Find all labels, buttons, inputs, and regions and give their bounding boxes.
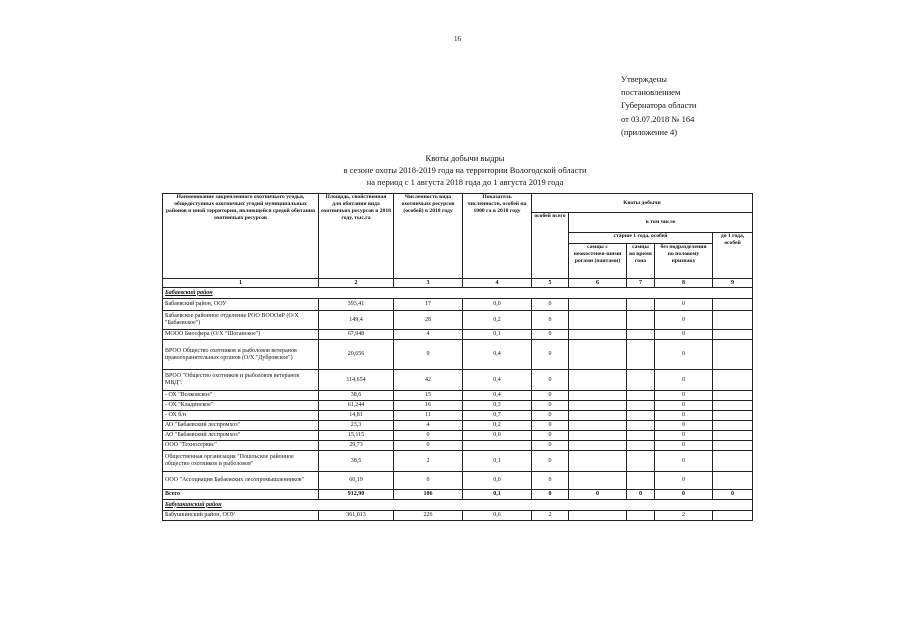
row-total: 0 bbox=[532, 411, 569, 421]
total-c6: 0 bbox=[569, 490, 627, 500]
row-total: 0 bbox=[532, 370, 569, 391]
row-c9 bbox=[713, 511, 753, 521]
table-row bbox=[163, 299, 753, 311]
row-area: 23,3 bbox=[319, 421, 394, 431]
row-c9 bbox=[713, 340, 753, 370]
row-count: 9 bbox=[394, 340, 463, 370]
column-number: 8 bbox=[655, 279, 713, 288]
row-c6 bbox=[569, 370, 627, 391]
total-row bbox=[163, 490, 753, 500]
total-area: 912,90 bbox=[319, 490, 394, 500]
row-c7 bbox=[627, 311, 655, 330]
row-count: 0 bbox=[394, 472, 463, 490]
row-count: 2 bbox=[394, 451, 463, 472]
table-row bbox=[163, 340, 753, 370]
header-under: до 1 года, особей bbox=[713, 233, 753, 279]
row-c7 bbox=[627, 431, 655, 441]
header-including: в том числе bbox=[569, 213, 753, 233]
total-c7: 0 bbox=[627, 490, 655, 500]
row-c8: 2 bbox=[655, 511, 713, 521]
row-name: Бабаевский район, ООУ bbox=[163, 299, 319, 311]
row-c7 bbox=[627, 299, 655, 311]
row-c9 bbox=[713, 421, 753, 431]
total-c9: 0 bbox=[713, 490, 753, 500]
total-count: 106 bbox=[394, 490, 463, 500]
row-name: Бабаевское районное отделение РОО ВОООиР (О/Х "Бабаевское") bbox=[163, 311, 319, 330]
page-number: 16 bbox=[454, 35, 461, 43]
row-c9 bbox=[713, 330, 753, 340]
total-c8: 0 bbox=[655, 490, 713, 500]
row-c9 bbox=[713, 431, 753, 441]
row-c8: 0 bbox=[655, 340, 713, 370]
column-number: 3 bbox=[394, 279, 463, 288]
row-c7 bbox=[627, 340, 655, 370]
row-c8: 0 bbox=[655, 299, 713, 311]
row-count: 0 bbox=[394, 431, 463, 441]
row-c7 bbox=[627, 511, 655, 521]
section-title: Бабаевский район bbox=[163, 288, 753, 299]
header-area-size: Площадь, свойственная для обитания вида охотничьих ресурсов в 2018 году, тыс.га bbox=[319, 194, 394, 279]
row-c7 bbox=[627, 330, 655, 340]
table-row bbox=[163, 421, 753, 431]
column-number: 9 bbox=[713, 279, 753, 288]
row-c6 bbox=[569, 391, 627, 401]
row-c9 bbox=[713, 411, 753, 421]
row-name: - ОХ "Волковское" bbox=[163, 391, 319, 401]
approval-line: Губернатора области bbox=[621, 100, 697, 111]
row-count: 4 bbox=[394, 330, 463, 340]
header-older: старше 1 года, особей bbox=[569, 233, 713, 244]
table-row bbox=[163, 401, 753, 411]
row-c8: 0 bbox=[655, 391, 713, 401]
row-total: 0 bbox=[532, 299, 569, 311]
table-row bbox=[163, 311, 753, 330]
row-area: 14,81 bbox=[319, 411, 394, 421]
row-c6 bbox=[569, 472, 627, 490]
row-total: 0 bbox=[532, 472, 569, 490]
row-area: 38,5 bbox=[319, 451, 394, 472]
table-row bbox=[163, 391, 753, 401]
row-area: 15,115 bbox=[319, 431, 394, 441]
row-c6 bbox=[569, 299, 627, 311]
header-males-rut: самцы во время гона bbox=[627, 244, 655, 279]
title-line: в сезоне охоты 2018-2019 года на территории Вологодской области bbox=[343, 165, 587, 175]
row-area: 60,19 bbox=[319, 472, 394, 490]
row-count: 4 bbox=[394, 421, 463, 431]
row-c8: 0 bbox=[655, 421, 713, 431]
row-c6 bbox=[569, 421, 627, 431]
row-c8: 0 bbox=[655, 401, 713, 411]
table-row bbox=[163, 370, 753, 391]
section1-rows bbox=[163, 299, 753, 490]
row-total: 0 bbox=[532, 401, 569, 411]
row-count: 11 bbox=[394, 411, 463, 421]
row-name: - ОХ б/н bbox=[163, 411, 319, 421]
row-c8: 0 bbox=[655, 330, 713, 340]
row-c6 bbox=[569, 311, 627, 330]
row-c7 bbox=[627, 441, 655, 451]
row-c7 bbox=[627, 421, 655, 431]
table-row bbox=[163, 330, 753, 340]
table-row bbox=[163, 411, 753, 421]
row-area: 393,41 bbox=[319, 299, 394, 311]
section-title: Бабушкинский район bbox=[163, 500, 753, 511]
row-c9 bbox=[713, 311, 753, 330]
row-c8: 0 bbox=[655, 472, 713, 490]
approval-line: Утверждены bbox=[621, 74, 667, 84]
row-density bbox=[463, 441, 532, 451]
row-c6 bbox=[569, 401, 627, 411]
row-c8: 0 bbox=[655, 441, 713, 451]
row-total: 0 bbox=[532, 451, 569, 472]
row-c7 bbox=[627, 451, 655, 472]
row-total: 0 bbox=[532, 421, 569, 431]
row-c6 bbox=[569, 441, 627, 451]
row-total: 0 bbox=[532, 340, 569, 370]
row-density: 0,0 bbox=[463, 299, 532, 311]
row-density: 0,2 bbox=[463, 311, 532, 330]
column-numbers-row bbox=[163, 279, 753, 288]
table-row bbox=[163, 472, 753, 490]
row-total: 0 bbox=[532, 431, 569, 441]
row-count: 0 bbox=[394, 441, 463, 451]
total-density: 0,1 bbox=[463, 490, 532, 500]
column-number: 4 bbox=[463, 279, 532, 288]
total-quota: 0 bbox=[532, 490, 569, 500]
column-number: 5 bbox=[532, 279, 569, 288]
column-number: 7 bbox=[627, 279, 655, 288]
row-density: 0,0 bbox=[463, 472, 532, 490]
row-name: ООО "Ассоциация Бабаевских лесопромышленников" bbox=[163, 472, 319, 490]
header-no-sex: без подразделения по половому признаку bbox=[655, 244, 713, 279]
row-c9 bbox=[713, 472, 753, 490]
row-c7 bbox=[627, 391, 655, 401]
row-c6 bbox=[569, 511, 627, 521]
row-name: МООО Биосфера (О/Х "Шоганское") bbox=[163, 330, 319, 340]
table-row bbox=[163, 511, 753, 521]
row-name: ВРОО "Общество охотников и рыболовов ветеранов МВД": bbox=[163, 370, 319, 391]
row-total: 0 bbox=[532, 441, 569, 451]
row-area: 114,654 bbox=[319, 370, 394, 391]
row-c6 bbox=[569, 411, 627, 421]
column-number: 6 bbox=[569, 279, 627, 288]
row-density: 0,4 bbox=[463, 340, 532, 370]
header-density: Показатель численности, особей на 1000 га в 2018 году bbox=[463, 194, 532, 279]
section-row bbox=[163, 288, 753, 299]
row-area: 61,244 bbox=[319, 401, 394, 411]
section2-rows bbox=[163, 511, 753, 521]
document-title bbox=[300, 152, 630, 188]
row-c9 bbox=[713, 451, 753, 472]
row-density: 0,4 bbox=[463, 391, 532, 401]
row-c8: 0 bbox=[655, 311, 713, 330]
row-name: АО "Бабаевский леспромхоз" bbox=[163, 421, 319, 431]
row-total: 2 bbox=[532, 511, 569, 521]
row-c6 bbox=[569, 330, 627, 340]
header-males-antlers: самцы с неокостенев-шими рогами (пантами) bbox=[569, 244, 627, 279]
row-count: 28 bbox=[394, 311, 463, 330]
row-c7 bbox=[627, 472, 655, 490]
column-number: 2 bbox=[319, 279, 394, 288]
title-line: Квоты добычи выдры bbox=[425, 153, 505, 163]
row-count: 42 bbox=[394, 370, 463, 391]
row-name: АО "Бабаевский леспромхоз" bbox=[163, 431, 319, 441]
header-area-name: Наименование закрепленного охотничьего угодья, общедоступных охотничьих угодий муниципальных районов и иной территории, являющейся средой обитания охотничьих ресурсов bbox=[163, 194, 319, 279]
table-row bbox=[163, 441, 753, 451]
header-quota: Квоты добычи bbox=[532, 194, 753, 213]
approval-block bbox=[621, 73, 781, 139]
row-density: 0,6 bbox=[463, 511, 532, 521]
table-row bbox=[163, 431, 753, 441]
row-density: 0,3 bbox=[463, 401, 532, 411]
row-c8: 0 bbox=[655, 411, 713, 421]
row-count: 16 bbox=[394, 401, 463, 411]
row-density: 0,0 bbox=[463, 431, 532, 441]
header-quota-total: особей всего bbox=[532, 213, 569, 279]
quota-table bbox=[162, 193, 753, 521]
row-c9 bbox=[713, 441, 753, 451]
row-c8: 0 bbox=[655, 370, 713, 391]
row-density: 0,7 bbox=[463, 411, 532, 421]
row-name: ВРОО Общество охотников и рыболовов ветеранов правоохранительных органов (О/Х "Дубровское") bbox=[163, 340, 319, 370]
approval-line: от 03.07.2018 № 164 bbox=[621, 113, 695, 124]
row-c7 bbox=[627, 401, 655, 411]
row-name: Бабушкинский район, ООУ bbox=[163, 511, 319, 521]
row-c6 bbox=[569, 431, 627, 441]
row-density: 0,1 bbox=[463, 330, 532, 340]
row-area: 38,6 bbox=[319, 391, 394, 401]
row-c9 bbox=[713, 299, 753, 311]
table-row bbox=[163, 451, 753, 472]
row-count: 15 bbox=[394, 391, 463, 401]
section-row bbox=[163, 500, 753, 511]
row-total: 0 bbox=[532, 391, 569, 401]
row-density: 0,1 bbox=[463, 451, 532, 472]
header-population: Численность вида охотничьих ресурсов (особей) в 2018 году bbox=[394, 194, 463, 279]
row-name: Общественная организация "Пошльское районное общество охотников и рыболовов" bbox=[163, 451, 319, 472]
approval-line: (приложение 4) bbox=[621, 126, 678, 137]
row-c6 bbox=[569, 340, 627, 370]
row-c8: 0 bbox=[655, 431, 713, 441]
row-total: 0 bbox=[532, 311, 569, 330]
row-density: 0,2 bbox=[463, 421, 532, 431]
row-area: 20,656 bbox=[319, 340, 394, 370]
row-area: 29,73 bbox=[319, 441, 394, 451]
column-number: 1 bbox=[163, 279, 319, 288]
row-density: 0,4 bbox=[463, 370, 532, 391]
row-name: - ОХ "Кладинское" bbox=[163, 401, 319, 411]
row-c6 bbox=[569, 451, 627, 472]
row-count: 17 bbox=[394, 299, 463, 311]
title-line: на период с 1 августа 2018 года до 1 августа 2019 года bbox=[366, 177, 564, 187]
row-c9 bbox=[713, 370, 753, 391]
row-c7 bbox=[627, 411, 655, 421]
row-c9 bbox=[713, 391, 753, 401]
row-count: 226 bbox=[394, 511, 463, 521]
total-label: Всего bbox=[163, 490, 319, 500]
row-area: 67,948 bbox=[319, 330, 394, 340]
row-c7 bbox=[627, 370, 655, 391]
row-total: 0 bbox=[532, 330, 569, 340]
row-name: ООО "Техносервис" bbox=[163, 441, 319, 451]
row-c9 bbox=[713, 401, 753, 411]
approval-line: постановлением bbox=[621, 87, 681, 98]
row-area: 149,4 bbox=[319, 311, 394, 330]
row-area: 361,013 bbox=[319, 511, 394, 521]
row-c8: 0 bbox=[655, 451, 713, 472]
